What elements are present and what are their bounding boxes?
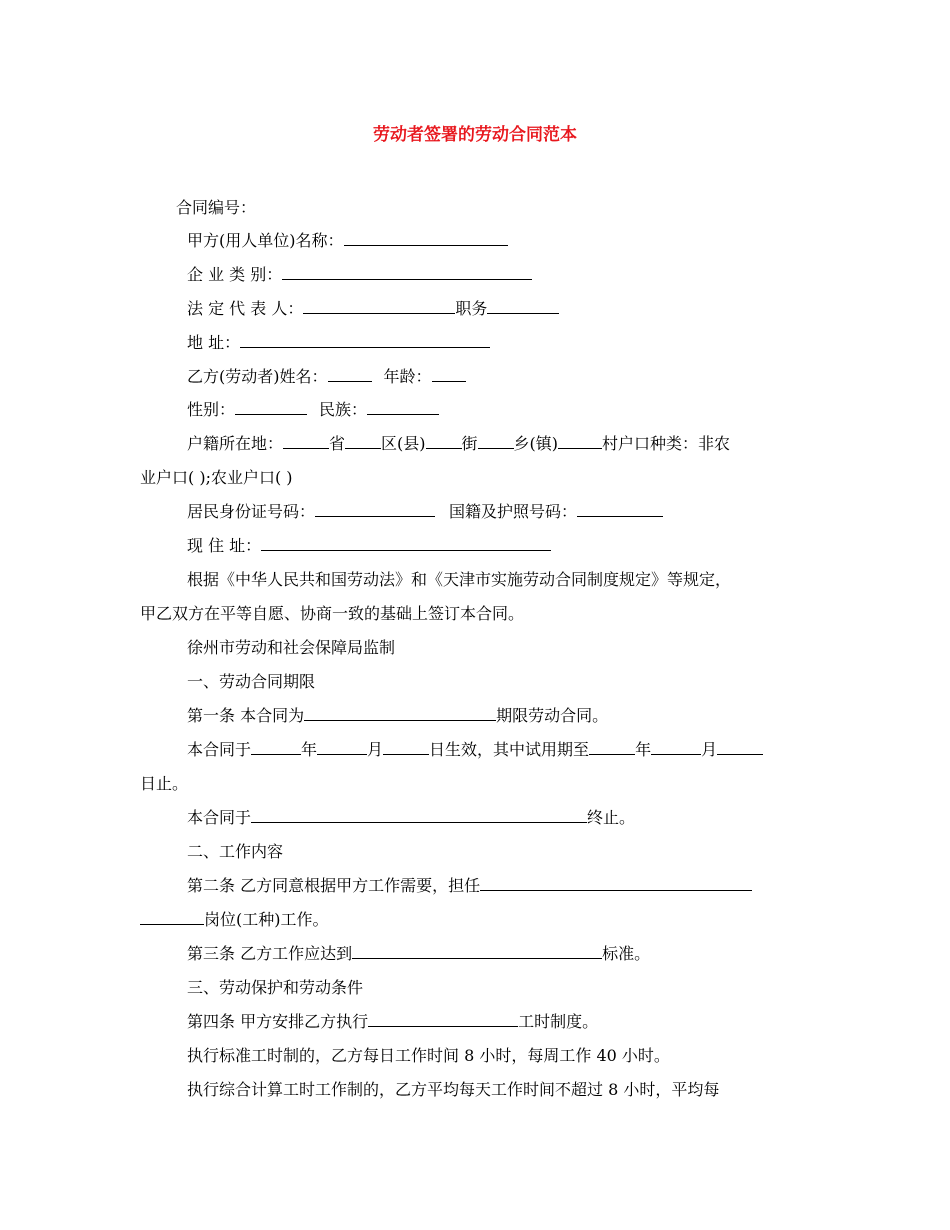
effective-date-line-2	[140, 773, 188, 795]
article-3-line	[187, 943, 650, 965]
article-4-suffix: 工时制度。	[518, 1012, 599, 1031]
probation-year-label: 年	[635, 740, 652, 759]
effective-date-line	[187, 739, 763, 761]
article-3-label: 第三条 乙方工作应达到	[187, 944, 353, 963]
address-label: 地 址：	[187, 333, 241, 352]
probation-month-label: 月	[701, 740, 718, 759]
section-2-title: 二、工作内容	[187, 842, 284, 861]
start-day-blank[interactable]	[383, 739, 429, 755]
township-label: 乡(镇)	[513, 434, 559, 453]
job-post-blank[interactable]	[480, 875, 752, 891]
legal-representative-blank[interactable]	[303, 298, 455, 314]
village-type-label: 村户口种类：非农	[602, 434, 731, 453]
standard-hours-text: 执行标准工时制的，乙方每日工作时间 8 小时，每周工作 40 小时。	[187, 1046, 670, 1065]
legal-basis-line-2	[140, 603, 524, 625]
age-blank[interactable]	[432, 366, 466, 382]
probation-year-blank[interactable]	[589, 739, 635, 755]
id-number-label: 居民身份证号码：	[187, 502, 316, 521]
party-b-name-line	[187, 366, 466, 388]
district-label: 区(县)	[381, 434, 426, 453]
supervisor-line	[187, 637, 395, 659]
legal-basis-text-1: 根据《中华人民共和国劳动法》和《天津市实施劳动合同制度规定》等规定，	[187, 570, 732, 589]
contract-number-line	[176, 197, 256, 219]
enterprise-type-line	[187, 264, 532, 286]
province-label: 省	[329, 434, 346, 453]
township-blank[interactable]	[478, 433, 514, 449]
village-blank[interactable]	[558, 433, 602, 449]
termination-suffix: 终止。	[587, 808, 636, 827]
article-1-suffix: 期限劳动合同。	[496, 706, 609, 725]
district-blank[interactable]	[345, 433, 381, 449]
province-blank[interactable]	[283, 433, 329, 449]
position-label: 职务	[455, 299, 488, 318]
start-year-blank[interactable]	[251, 739, 301, 755]
section-1-heading	[187, 671, 315, 693]
article-2-line	[187, 875, 752, 897]
id-number-blank[interactable]	[315, 501, 435, 517]
address-line	[187, 332, 490, 354]
address-blank[interactable]	[240, 332, 490, 348]
nationality-label: 国籍及护照号码：	[449, 502, 578, 521]
gender-ethnicity-line	[187, 399, 439, 421]
party-a-name-line	[187, 230, 508, 252]
article-1-label: 第一条 本合同为	[187, 706, 305, 725]
start-year-label: 年	[301, 740, 318, 759]
section-3-heading	[187, 977, 363, 999]
probation-end-label: 日止。	[140, 774, 189, 793]
gender-label: 性别：	[187, 400, 236, 419]
article-1-line	[187, 705, 608, 727]
street-label: 街	[461, 434, 478, 453]
age-label: 年龄：	[383, 367, 432, 386]
termination-blank[interactable]	[251, 807, 587, 823]
position-blank[interactable]	[487, 298, 559, 314]
section-1-title: 一、劳动合同期限	[187, 672, 316, 691]
legal-representative-line	[187, 298, 559, 320]
article-3-suffix: 标准。	[602, 944, 651, 963]
current-address-label: 现 住 址：	[187, 536, 262, 555]
nationality-blank[interactable]	[577, 501, 663, 517]
household-label: 户籍所在地：	[187, 434, 284, 453]
household-line-1	[187, 433, 730, 455]
id-nationality-line	[187, 501, 663, 523]
working-hours-system-blank[interactable]	[368, 1011, 518, 1027]
section-3-title: 三、劳动保护和劳动条件	[187, 978, 364, 997]
section-2-heading	[187, 841, 283, 863]
job-post-blank-cont[interactable]	[140, 909, 204, 925]
standard-hours-line	[187, 1045, 670, 1067]
street-blank[interactable]	[426, 433, 462, 449]
legal-basis-text-2: 甲乙双方在平等自愿、协商一致的基础上签订本合同。	[140, 604, 525, 623]
legal-basis-line-1	[187, 569, 731, 591]
supervisor-text: 徐州市劳动和社会保障局监制	[187, 638, 396, 657]
party-a-name-label: 甲方(用人单位)名称：	[187, 231, 344, 250]
party-a-name-blank[interactable]	[344, 230, 508, 246]
party-b-name-label: 乙方(劳动者)姓名：	[187, 367, 328, 386]
ethnicity-label: 民族：	[319, 400, 368, 419]
article-4-label: 第四条 甲方安排乙方执行	[187, 1012, 369, 1031]
household-line-2	[140, 467, 293, 489]
probation-month-blank[interactable]	[651, 739, 701, 755]
enterprise-type-label: 企 业 类 别：	[187, 265, 283, 284]
start-month-blank[interactable]	[317, 739, 367, 755]
household-type-options: 业户口( );农业户口( )	[140, 468, 293, 487]
current-address-line	[187, 535, 551, 557]
article-4-line	[187, 1011, 598, 1033]
document-title: 劳动者签署的劳动合同范本	[373, 125, 577, 145]
contract-number-label: 合同编号：	[176, 198, 257, 217]
article-2-suffix: 岗位(工种)工作。	[204, 910, 329, 929]
probation-day-blank[interactable]	[717, 739, 763, 755]
party-b-name-blank[interactable]	[328, 366, 372, 382]
legal-representative-label: 法 定 代 表 人：	[187, 299, 304, 318]
start-month-label: 月	[367, 740, 384, 759]
termination-line	[187, 807, 635, 829]
probation-label: 日生效，其中试用期至	[429, 740, 590, 759]
comprehensive-hours-line	[187, 1079, 719, 1101]
contract-term-blank[interactable]	[304, 705, 496, 721]
gender-blank[interactable]	[235, 399, 307, 415]
ethnicity-blank[interactable]	[367, 399, 439, 415]
article-2-label: 第二条 乙方同意根据甲方工作需要，担任	[187, 876, 481, 895]
current-address-blank[interactable]	[261, 535, 551, 551]
termination-label: 本合同于	[187, 808, 252, 827]
comprehensive-hours-text: 执行综合计算工时工作制的，乙方平均每天工作时间不超过 8 小时，平均每	[187, 1080, 720, 1099]
article-2-line-2	[140, 909, 329, 931]
work-standard-blank[interactable]	[352, 943, 602, 959]
enterprise-type-blank[interactable]	[282, 264, 532, 280]
effective-label: 本合同于	[187, 740, 252, 759]
